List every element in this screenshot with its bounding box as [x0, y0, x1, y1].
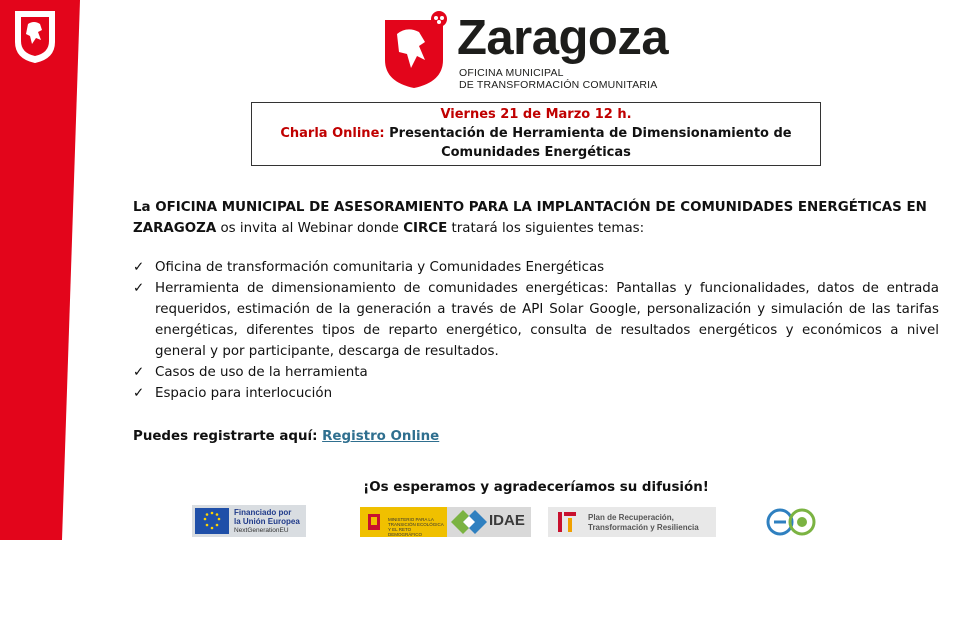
eco-logo-icon [763, 506, 819, 538]
logo-wordmark: Zaragoza [457, 11, 669, 65]
logo-subtitle-line1: OFICINA MUNICIPAL [459, 67, 564, 79]
ministry-text: MINISTERIO PARA LA TRANSICIÓN ECOLÓGICA Y EL RETO DEMOGRÁFICO [388, 517, 444, 537]
prtr-line1: Plan de Recuperación, [588, 513, 674, 522]
idae-logo [447, 507, 531, 537]
zaragoza-logo [383, 4, 683, 96]
topic-text: Espacio para interlocución [155, 386, 333, 401]
event-info-box [251, 102, 821, 166]
spain-ministry-logo [360, 507, 448, 537]
prtr-mark-icon [554, 510, 582, 534]
checkmark-icon: ✓ [133, 281, 145, 296]
event-type-label: Charla Online: [280, 126, 385, 141]
eu-nextgen-logo [192, 505, 306, 537]
eu-line3: NextGenerationEU [234, 527, 289, 534]
logo-subtitle-line2: DE TRANSFORMACIÓN COMUNITARIA [459, 79, 658, 91]
closing-message: ¡Os esperamos y agradeceríamos su difusión! [363, 480, 709, 495]
list-item [133, 383, 939, 404]
register-label: Puedes registrarte aquí: [133, 429, 323, 444]
lion-shield-icon [383, 10, 451, 90]
event-title-part2: Comunidades Energéticas [441, 145, 631, 160]
prtr-text [588, 513, 699, 533]
intro-paragraph [133, 197, 939, 239]
red-side-band [0, 0, 80, 540]
logo-subtitle [459, 67, 658, 91]
spain-coat-of-arms-icon [364, 511, 384, 533]
eu-flag-icon [195, 508, 229, 534]
topic-text: Casos de uso de la herramienta [155, 365, 368, 380]
list-item [133, 257, 939, 278]
checkmark-icon: ✓ [133, 260, 145, 275]
list-item [133, 278, 939, 362]
body-content [133, 197, 939, 447]
register-online-link[interactable]: Registro Online [322, 429, 440, 444]
topics-list [133, 257, 939, 404]
intro-text2: tratará los siguientes temas: [447, 221, 645, 236]
intro-entity: CIRCE [403, 221, 448, 236]
intro-text1: os invita al Webinar donde [216, 221, 404, 236]
checkmark-icon: ✓ [133, 386, 145, 401]
prtr-line2: Transformación y Resiliencia [588, 523, 699, 532]
event-title-part1: Presentación de Herramienta de Dimensionamiento de [389, 126, 792, 141]
checkmark-icon: ✓ [133, 365, 145, 380]
event-date: Viernes 21 de Marzo 12 h. [440, 107, 632, 122]
idae-mark-icon [451, 510, 487, 534]
zaragoza-shield-icon [12, 8, 58, 64]
topic-text: Oficina de transformación comunitaria y Comunidades Energéticas [155, 260, 605, 275]
idae-text: IDAE [489, 512, 525, 529]
event-title-line1 [252, 124, 820, 143]
eu-line2: la Unión Europea [234, 517, 300, 526]
register-line [133, 426, 939, 447]
topic-text: Herramienta de dimensionamiento de comunidades energéticas: Pantallas y funcionalidades, datos de entrada requeridos, estimación de la generación a través de API Solar Google, personalización y simulación de las tarifas energéticas, diferentes tipos de reparto energético, consulta de resultados energéticos y económicos a nivel general y por participante, descarga de resultados. [155, 281, 939, 359]
eu-logo-text [234, 508, 300, 526]
recovery-plan-logo [548, 507, 716, 537]
intro-org: La OFICINA MUNICIPAL DE ASESORAMIENTO PARA LA IMPLANTACIÓN DE COMUNIDADES ENERGÉTICAS EN ZARAGOZA [133, 200, 927, 236]
eu-line1: Financiado por [234, 508, 292, 517]
list-item [133, 362, 939, 383]
